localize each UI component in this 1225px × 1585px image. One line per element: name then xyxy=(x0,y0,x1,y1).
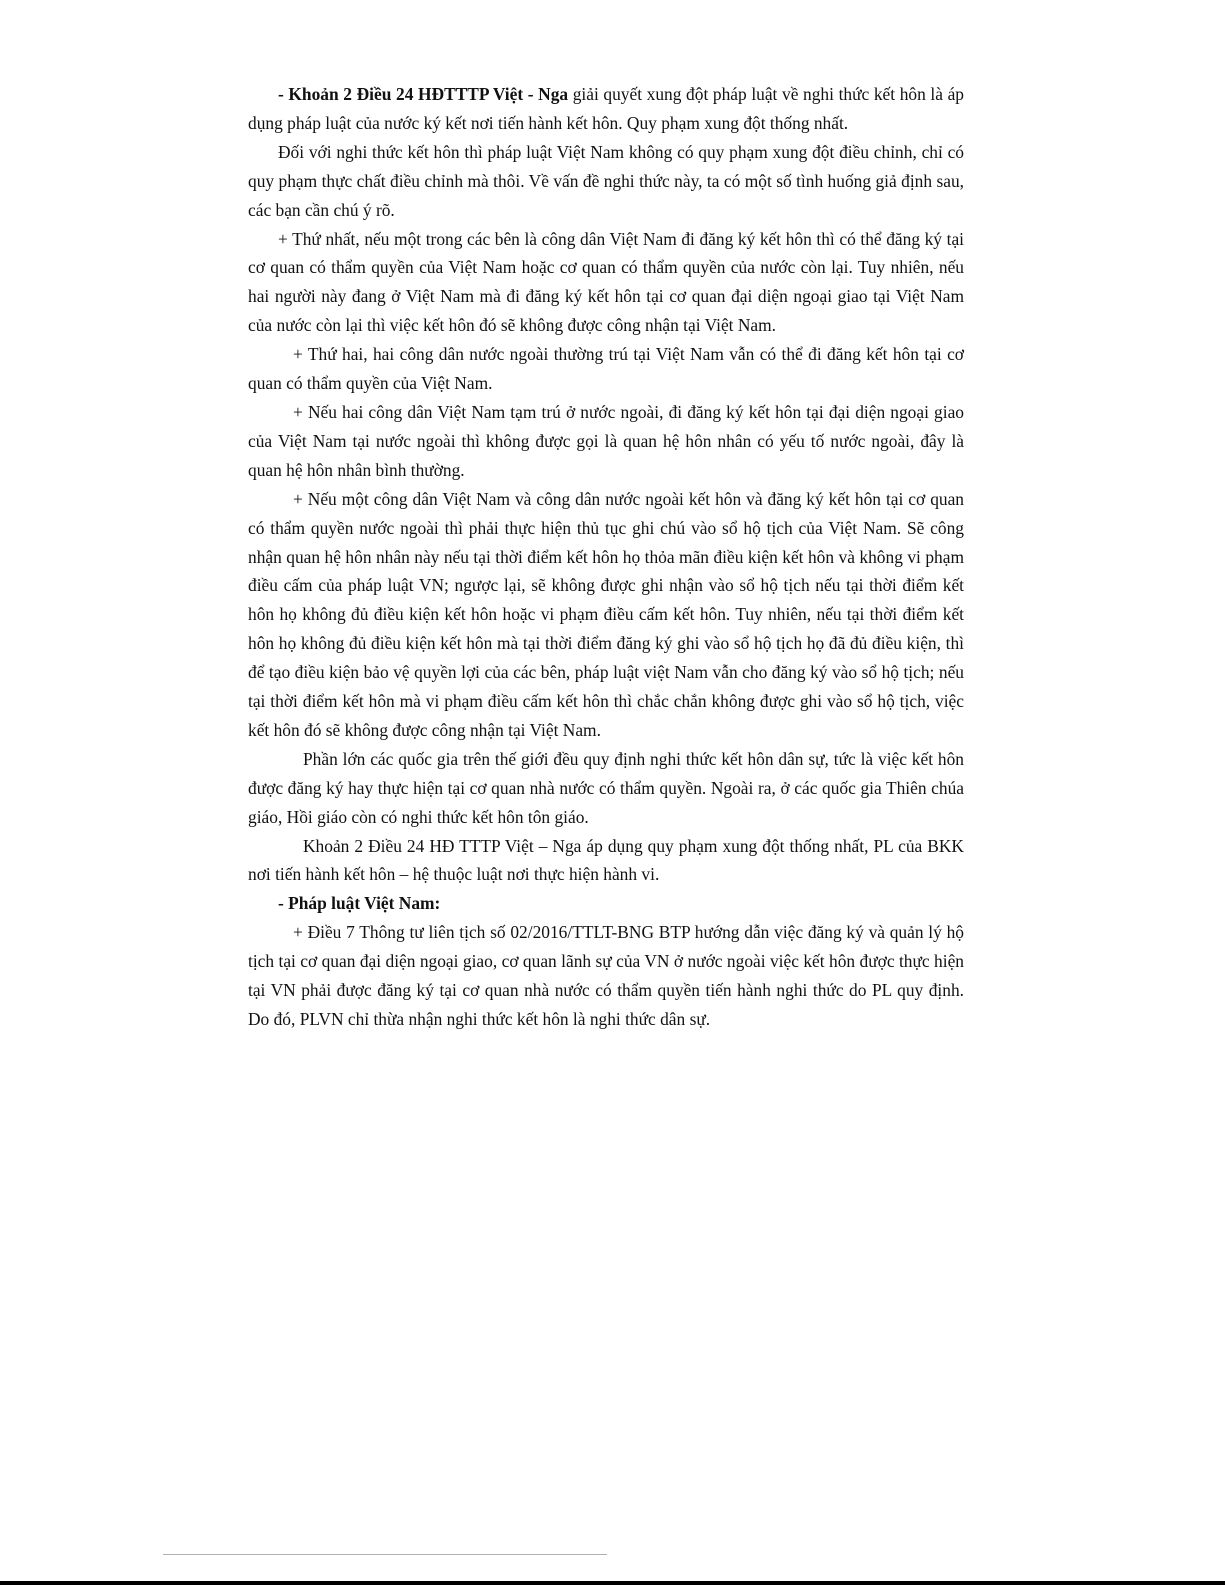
paragraph-case-second: + Thứ hai, hai công dân nước ngoài thường trú tại Việt Nam vẫn có thể đi đăng kết hôn tại cơ quan có thẩm quyền của Việt Nam. xyxy=(248,344,964,394)
footnote-separator xyxy=(163,1554,607,1555)
paragraph-vietnam-russia-treaty xyxy=(248,80,964,138)
bold-heading-vietnam-law: - Pháp luật Việt Nam: xyxy=(278,893,441,914)
document-page xyxy=(248,80,964,1034)
paragraph-civil-ceremony: Phần lớn các quốc gia trên thế giới đều quy định nghi thức kết hôn dân sự, tức là việc kết hôn được đăng ký hay thực hiện tại cơ quan nhà nước có thẩm quyền. Ngoài ra, ở các quốc gia Thiên chúa giáo, Hồi giáo còn có nghi thức kết hôn tôn giáo. xyxy=(248,748,964,827)
paragraph-circular-article-7: + Điều 7 Thông tư liên tịch số 02/2016/TTLT-BNG BTP hướng dẫn việc đăng ký và quản lý hộ tịch tại cơ quan đại diện ngoại giao, cơ quan lãnh sự của VN ở nước ngoài việc kết hôn được thực hiện tại VN phải được đăng ký tại cơ quan nhà nước có thẩm quyền tiến hành nghi thức do PL quy định. Do đó, PLVN chỉ thừa nhận nghi thức kết hôn là nghi thức dân sự. xyxy=(248,922,964,1029)
paragraph-case-first: + Thứ nhất, nếu một trong các bên là công dân Việt Nam đi đăng ký kết hôn thì có thể đăng ký tại cơ quan có thẩm quyền của Việt Nam hoặc cơ quan có thẩm quyền của nước còn lại. Tuy nhiên, nếu hai người này đang ở Việt Nam mà đi đăng ký kết hôn tại cơ quan đại diện ngoại giao tại Việt Nam của nước còn lại thì việc kết hôn đó sẽ không được công nhận tại Việt Nam. xyxy=(248,228,964,336)
paragraph-vietnam-law-heading xyxy=(248,889,964,918)
paragraph-case-residents-abroad: + Nếu hai công dân Việt Nam tạm trú ở nước ngoài, đi đăng ký kết hôn tại đại diện ngoại giao của Việt Nam tại nước ngoài thì không được gọi là quan hệ hôn nhân có yếu tố nước ngoài, đây là quan hệ hôn nhân bình thường. xyxy=(248,401,964,480)
page-bottom-edge xyxy=(0,1581,1225,1585)
bold-heading-treaty-clause: - Khoản 2 Điều 24 HĐTTTP Việt - Nga xyxy=(278,84,569,104)
paragraph-vietnam-law-intro: Đối với nghi thức kết hôn thì pháp luật Việt Nam không có quy phạm xung đột điều chỉnh, chỉ có quy phạm thực chất điều chỉnh mà thôi. Về vấn đề nghi thức này, ta có một số tình huống giả định sau, các bạn cần chú ý rõ. xyxy=(248,141,964,220)
paragraph-text: giải quyết xung đột pháp luật về nghi thức kết hôn là áp dụng pháp luật của nước ký kết nơi tiến hành kết hôn. Quy phạm xung đột thống nhất. xyxy=(248,84,965,133)
paragraph-case-foreign-registration: + Nếu một công dân Việt Nam và công dân nước ngoài kết hôn và đăng ký kết hôn tại cơ quan có thẩm quyền nước ngoài thì phải thực hiện thủ tục ghi chú vào sổ hộ tịch của Việt Nam. Sẽ công nhận quan hệ hôn nhân này nếu tại thời điểm kết hôn họ thỏa mãn điều kiện kết hôn và không vi phạm điều cấm của pháp luật VN; ngược lại, sẽ không được ghi nhận vào sổ hộ tịch nếu tại thời điểm kết hôn họ không đủ điều kiện kết hôn hoặc vi phạm điều cấm kết hôn. Tuy nhiên, nếu tại thời điểm kết hôn họ không đủ điều kiện kết hôn mà tại thời điểm đăng ký ghi vào sổ hộ tịch họ đã đủ điều kiện, thì để tạo điều kiện bảo vệ quyền lợi của các bên, pháp luật việt Nam vẫn cho đăng ký vào sổ hộ tịch; nếu tại thời điểm kết hôn mà vi phạm điều cấm kết hôn thì chắc chắn không được ghi vào sổ hộ tịch, việc kết hôn đó sẽ không được công nhận tại Việt Nam. xyxy=(248,488,964,740)
paragraph-treaty-summary: Khoản 2 Điều 24 HĐ TTTP Việt – Nga áp dụng quy phạm xung đột thống nhất, PL của BKK nơi tiến hành kết hôn – hệ thuộc luật nơi thực hiện hành vi. xyxy=(248,835,964,885)
